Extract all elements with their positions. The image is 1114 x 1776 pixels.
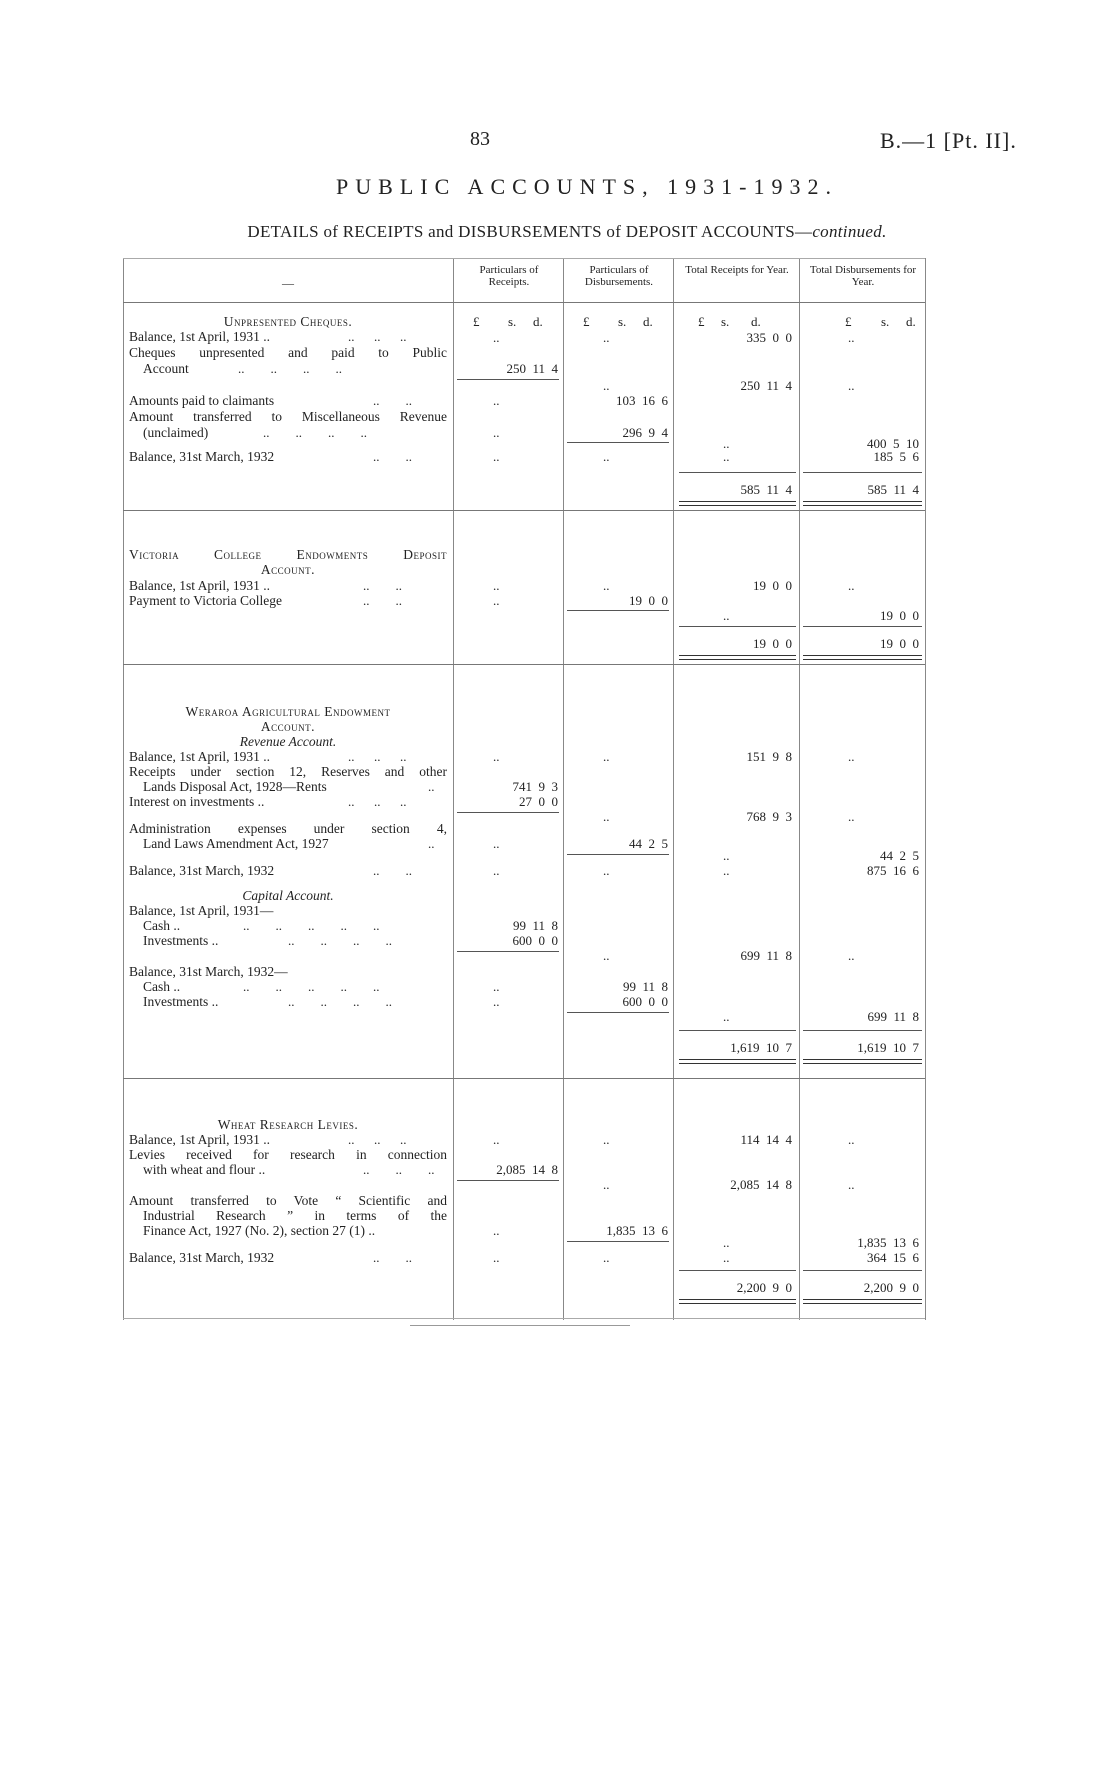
nil-entry: ..	[723, 449, 730, 464]
row-label: Levies received for research in connection	[129, 1147, 447, 1162]
pence-sign: d.	[751, 314, 761, 329]
row-label: Balance, 1st April, 1931 ..	[129, 329, 270, 344]
amount-receipt: 741 9 3	[512, 779, 558, 794]
nil-entry: ..	[603, 449, 610, 464]
total-disbursements: 2,200 9 0	[863, 1280, 919, 1295]
row-label: Administration expenses under section 4,	[129, 821, 447, 836]
row-label: Finance Act, 1927 (No. 2), section 27 (1) ..	[143, 1223, 376, 1238]
col-line-4	[799, 258, 800, 1320]
total-receipts: 1,619 10 7	[730, 1040, 792, 1055]
subtotal-rule	[803, 472, 922, 473]
row-label: Account	[143, 361, 189, 376]
nil-entry: ..	[848, 1177, 855, 1192]
subtotal-rule	[457, 951, 559, 952]
leader-dots: .. .. .. .. ..	[243, 918, 380, 933]
subtotal-rule	[679, 1030, 796, 1031]
nil-entry: ..	[603, 1132, 610, 1147]
subtitle-continued: continued.	[812, 222, 887, 241]
amount-total-receipts: 19 0 0	[753, 578, 792, 593]
amount-receipt: 99 11 8	[512, 918, 558, 933]
subtotal-rule	[567, 442, 669, 443]
row-label: Balance, 1st April, 1931 ..	[129, 1132, 270, 1147]
pence-sign: d.	[906, 314, 916, 329]
nil-entry: ..	[493, 1132, 500, 1147]
shillings-sign: s.	[618, 314, 627, 329]
total-double-rule	[679, 1059, 796, 1064]
total-double-rule	[679, 501, 796, 506]
subtotal-rule	[803, 1030, 922, 1031]
nil-entry: ..	[723, 848, 730, 863]
nil-entry: ..	[603, 578, 610, 593]
nil-entry: ..	[493, 449, 500, 464]
accounts-table	[123, 258, 925, 1320]
subtotal-rule	[803, 626, 922, 627]
leader-dots: .. ..	[363, 593, 402, 608]
section-rule-2	[123, 664, 925, 665]
row-label: Balance, 31st March, 1932	[129, 863, 275, 878]
nil-entry: ..	[603, 1250, 610, 1265]
nil-entry: ..	[603, 378, 610, 393]
pound-sign: £	[473, 314, 480, 329]
footer-rule	[410, 1325, 630, 1326]
nil-entry: ..	[848, 1132, 855, 1147]
leader-dots: .. ..	[373, 863, 412, 878]
row-label: Amount transferred to Miscellaneous Revenue	[129, 409, 447, 424]
leader-dots: ..	[428, 779, 435, 794]
leader-dots: .. .. ..	[348, 749, 407, 764]
leader-dots: .. .. .. .. ..	[243, 979, 380, 994]
section-heading: Victoria College Endowments Deposit	[129, 547, 447, 562]
col-line-left	[123, 258, 124, 1320]
row-label: Balance, 1st April, 1931 ..	[129, 749, 270, 764]
subtotal-rule	[457, 379, 559, 380]
nil-entry: ..	[723, 863, 730, 878]
leader-dots: .. .. ..	[363, 1162, 435, 1177]
section-heading-cont: Account.	[260, 719, 316, 734]
amount-total-disbursements: 44 2 5	[880, 848, 919, 863]
row-label: Balance, 1st April, 1931—	[129, 903, 274, 918]
nil-entry: ..	[723, 1235, 730, 1250]
nil-entry: ..	[848, 378, 855, 393]
amount-disbursement: 103 16 6	[616, 393, 668, 408]
subtotal-rule	[457, 1180, 559, 1181]
amount-disbursement: 99 11 8	[622, 979, 668, 994]
amount-total-disbursements: 875 16 6	[867, 863, 919, 878]
amount-total-disbursements: 699 11 8	[867, 1009, 919, 1024]
row-label: with wheat and flour ..	[143, 1162, 266, 1177]
nil-entry: ..	[848, 948, 855, 963]
leader-dots: .. .. .. ..	[263, 425, 367, 440]
row-label: Investments ..	[143, 994, 219, 1009]
subtotal-rule	[679, 626, 796, 627]
nil-entry: ..	[493, 425, 500, 440]
amount-total-disbursements: 364 15 6	[867, 1250, 919, 1265]
row-label: Balance, 31st March, 1932	[129, 449, 275, 464]
page-title: PUBLIC ACCOUNTS, 1931-1932.	[336, 174, 838, 199]
leader-dots: .. .. .. ..	[288, 994, 392, 1009]
nil-entry: ..	[603, 809, 610, 824]
total-double-rule	[803, 1059, 922, 1064]
nil-entry: ..	[603, 863, 610, 878]
section-heading-cont: Account.	[260, 562, 316, 577]
page-number: 83	[470, 128, 490, 150]
nil-entry: ..	[848, 578, 855, 593]
nil-entry: ..	[493, 994, 500, 1009]
amount-disbursement: 1,835 13 6	[606, 1223, 668, 1238]
subtotal-rule	[567, 1241, 669, 1242]
amount-disbursement: 296 9 4	[622, 425, 668, 440]
amount-total-receipts: 151 9 8	[746, 749, 792, 764]
col-line-1	[453, 258, 454, 1320]
total-double-rule	[679, 655, 796, 660]
total-receipts: 19 0 0	[753, 636, 792, 651]
row-label: Amounts paid to claimants	[129, 393, 275, 408]
section-rule-1	[123, 510, 925, 511]
nil-entry: ..	[723, 436, 730, 451]
leader-dots: .. .. ..	[348, 1132, 407, 1147]
total-disbursements: 19 0 0	[880, 636, 919, 651]
pound-sign: £	[845, 314, 852, 329]
disbursements-column-header: Particulars of Disbursements.	[584, 264, 654, 288]
subsection-heading: Revenue Account.	[239, 734, 337, 749]
leader-dots: .. .. .. ..	[288, 933, 392, 948]
nil-entry: ..	[603, 1177, 610, 1192]
row-label: Interest on investments ..	[129, 794, 265, 809]
amount-disbursement: 19 0 0	[629, 593, 668, 608]
total-receipts: 585 11 4	[740, 482, 792, 497]
nil-entry: ..	[493, 393, 500, 408]
nil-entry: ..	[848, 749, 855, 764]
amount-receipt: 250 11 4	[506, 361, 558, 376]
total-double-rule	[803, 1299, 922, 1304]
table-bottom-rule	[123, 1318, 925, 1319]
col-line-right	[925, 258, 926, 1320]
nil-entry: ..	[723, 1009, 730, 1024]
shillings-sign: s.	[881, 314, 890, 329]
leader-dots: ..	[428, 836, 435, 851]
subtitle-main: DETAILS of RECEIPTS and DISBURSEMENTS of DEPOSIT ACCOUNTS—	[247, 222, 813, 241]
col-line-2	[563, 258, 564, 1320]
amount-total-disbursements: 1,835 13 6	[857, 1235, 919, 1250]
row-label: Receipts under section 12, Reserves and other	[129, 764, 447, 779]
nil-entry: ..	[603, 330, 610, 345]
pound-sign: £	[583, 314, 590, 329]
nil-entry: ..	[493, 749, 500, 764]
header-bottom-rule	[123, 302, 925, 303]
shillings-sign: s.	[508, 314, 517, 329]
amount-receipt: 2,085 14 8	[496, 1162, 558, 1177]
pence-sign: d.	[533, 314, 543, 329]
col-line-3	[673, 258, 674, 1320]
document-reference: B.—1 [Pt. II].	[880, 128, 1017, 153]
subtotal-rule	[679, 472, 796, 473]
total-receipts: 2,200 9 0	[736, 1280, 792, 1295]
leader-dots: .. .. ..	[348, 794, 407, 809]
leader-dots: .. ..	[373, 449, 412, 464]
row-label: Balance, 31st March, 1932	[129, 1250, 275, 1265]
amount-disbursement: 600 0 0	[622, 994, 668, 1009]
amount-total-disbursements: 19 0 0	[880, 608, 919, 623]
section-heading: Weraroa Agricultural Endowment	[185, 704, 391, 719]
total-disbursements: 585 11 4	[867, 482, 919, 497]
amount-total-receipts: 250 11 4	[740, 378, 792, 393]
nil-entry: ..	[493, 1223, 500, 1238]
total-disbursements: 1,619 10 7	[857, 1040, 919, 1055]
row-label: Balance, 1st April, 1931 ..	[129, 578, 270, 593]
amount-total-receipts: 2,085 14 8	[730, 1177, 792, 1192]
total-receipts-column-header: Total Receipts for Year.	[685, 264, 789, 276]
amount-receipt: 27 0 0	[519, 794, 558, 809]
total-double-rule	[803, 501, 922, 506]
nil-entry: ..	[493, 863, 500, 878]
row-label: Industrial Research ” in terms of the	[143, 1208, 447, 1223]
nil-entry: ..	[493, 330, 500, 345]
amount-total-receipts: 699 11 8	[740, 948, 792, 963]
total-double-rule	[803, 655, 922, 660]
amount-total-receipts: 768 9 3	[746, 809, 792, 824]
nil-entry: ..	[493, 979, 500, 994]
subtotal-rule	[803, 1270, 922, 1271]
description-column-header: —	[282, 276, 294, 290]
subtotal-rule	[567, 610, 669, 611]
leader-dots: .. .. ..	[348, 329, 407, 344]
total-disbursements-column-header: Total Disbursements for Year.	[809, 264, 917, 288]
amount-disbursement: 44 2 5	[629, 836, 668, 851]
amount-total-disbursements: 400 5 10	[867, 436, 919, 451]
amount-total-disbursements: 185 5 6	[873, 449, 919, 464]
table-top-rule	[123, 258, 925, 259]
amount-total-receipts: 335 0 0	[746, 330, 792, 345]
nil-entry: ..	[723, 608, 730, 623]
subtotal-rule	[457, 812, 559, 813]
section-heading: Unpresented Cheques.	[223, 314, 353, 329]
nil-entry: ..	[603, 948, 610, 963]
row-label: (unclaimed)	[143, 425, 209, 440]
nil-entry: ..	[603, 749, 610, 764]
shillings-sign: s.	[721, 314, 730, 329]
nil-entry: ..	[493, 836, 500, 851]
leader-dots: .. ..	[373, 393, 412, 408]
row-label: Amount transferred to Vote “ Scientific and	[129, 1193, 447, 1208]
nil-entry: ..	[723, 1250, 730, 1265]
row-label: Investments ..	[143, 933, 219, 948]
leader-dots: .. ..	[363, 578, 402, 593]
leader-dots: .. ..	[373, 1250, 412, 1265]
row-label: Payment to Victoria College	[129, 593, 283, 608]
subtotal-rule	[679, 1270, 796, 1271]
nil-entry: ..	[493, 578, 500, 593]
amount-receipt: 600 0 0	[512, 933, 558, 948]
row-label: Cash ..	[143, 979, 181, 994]
pence-sign: d.	[643, 314, 653, 329]
row-label: Land Laws Amendment Act, 1927	[143, 836, 329, 851]
subtotal-rule	[567, 1012, 669, 1013]
row-label: Balance, 31st March, 1932—	[129, 964, 288, 979]
leader-dots: .. .. .. ..	[238, 361, 342, 376]
nil-entry: ..	[493, 593, 500, 608]
amount-total-receipts: 114 14 4	[740, 1132, 792, 1147]
row-label: Lands Disposal Act, 1928—Rents	[143, 779, 327, 794]
nil-entry: ..	[848, 330, 855, 345]
section-heading: Wheat Research Levies.	[217, 1117, 359, 1132]
subsection-heading: Capital Account.	[242, 888, 334, 903]
total-double-rule	[679, 1299, 796, 1304]
receipts-column-header: Particulars of Receipts.	[479, 264, 539, 288]
page-subtitle	[0, 222, 1114, 242]
subtotal-rule	[567, 854, 669, 855]
row-label: Cheques unpresented and paid to Public	[129, 345, 447, 360]
pound-sign: £	[698, 314, 705, 329]
nil-entry: ..	[493, 1250, 500, 1265]
section-rule-3	[123, 1078, 925, 1079]
nil-entry: ..	[848, 809, 855, 824]
row-label: Cash ..	[143, 918, 181, 933]
